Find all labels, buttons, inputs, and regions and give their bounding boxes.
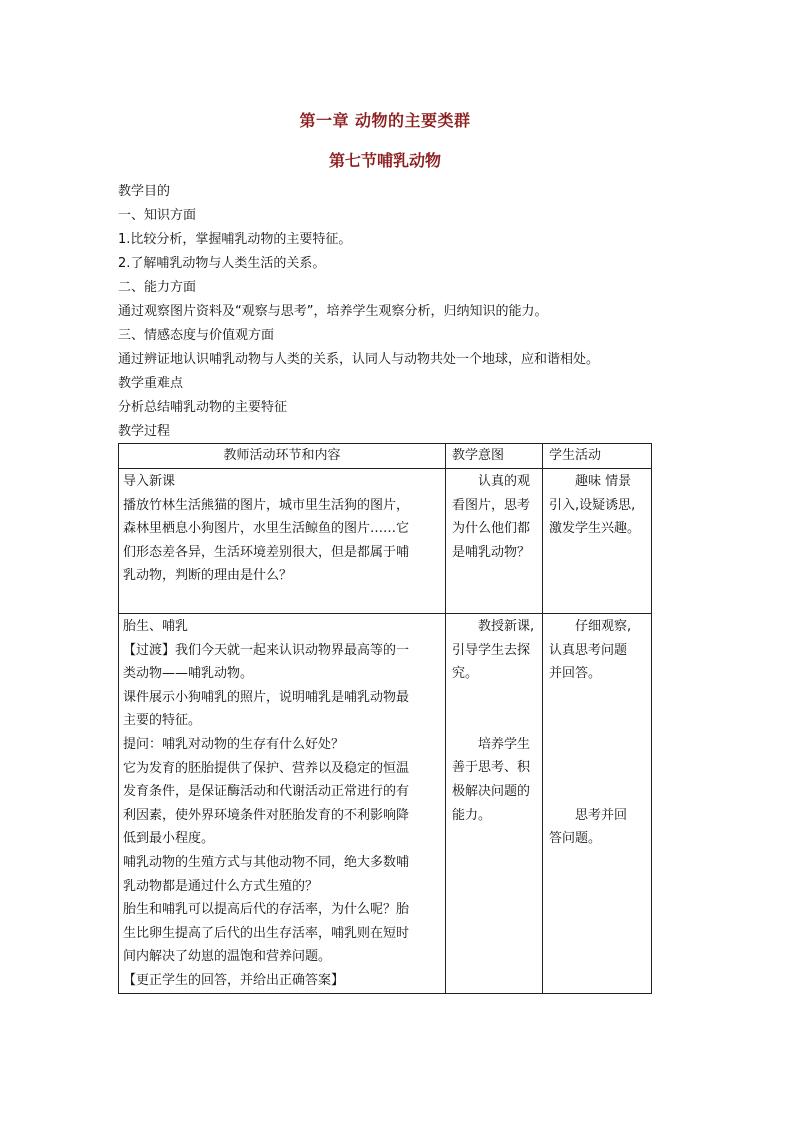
key-points-text: 分析总结哺乳动物的主要特征 bbox=[118, 400, 288, 415]
table-row bbox=[119, 614, 652, 994]
teacher-cell: 导入新课 播放竹林生活熊猫的图片，城市里生活狗的图片， 森林里栖息小狗图片，水里生活鲸鱼的图片……它 们形态差各异，生活环境差别很大，但是都属于哺 乳动物，判断的理由是什么？ bbox=[119, 469, 446, 614]
table-header-row bbox=[119, 444, 652, 469]
student-cell: 仔细观察, 认真思考问题 并回答。 思考并回 答问题。 bbox=[543, 614, 652, 994]
teaching-process-table bbox=[118, 443, 652, 994]
header-intent: 教学意图 bbox=[446, 444, 543, 469]
intent-cell: 教授新课, 引导学生去探 究。 培养学生 善于思考、积 极解决问题的 能力。 bbox=[446, 614, 543, 994]
heading-key-points: 教学重难点 bbox=[118, 376, 184, 391]
teacher-cell: 胎生、哺乳 【过渡】我们今天就一起来认识动物界最高等的一 类动物——哺乳动物。 课件展示小狗哺乳的照片，说明哺乳是哺乳动物最 主要的特征。 提问：哺乳对动物的生存有什么好处？ 它为发育的胚胎提供了保护、营养以及稳定的恒温 发育条件，是保证酶活动和代谢活动正常进行的有 利因素，使外界环境条件对胚胎发育的不利影响降 低到最小程度。 哺乳动物的生殖方式与其他动物不同，绝大多数哺 乳动物都是通过什么方式生殖的？ 胎生和哺乳可以提高后代的存活率，为什么呢？胎 生比卵生提高了后代的出生存活率，哺乳则在短时 间内解决了幼崽的温饱和营养问题。 【更正学生的回答，并给出正确答案】 bbox=[119, 614, 446, 994]
section-title: 第七节哺乳动物 bbox=[328, 151, 441, 170]
chapter-title: 第一章 动物的主要类群 bbox=[299, 111, 471, 130]
attitude-text: 通过辨证地认识哺乳动物与人类的关系，认同人与动物共处一个地球，应和谐相处。 bbox=[118, 352, 600, 367]
objective-2: 2.了解哺乳动物与人类生活的关系。 bbox=[118, 256, 326, 271]
heading-ability: 二、能力方面 bbox=[118, 280, 197, 295]
student-cell: 趣味 情景 引入,设疑诱思, 激发学生兴趣。 bbox=[543, 469, 652, 614]
objective-1: 1.比较分析，掌握哺乳动物的主要特征。 bbox=[118, 232, 352, 247]
objectives-block bbox=[118, 180, 658, 444]
header-student-activity: 学生活动 bbox=[543, 444, 652, 469]
heading-process: 教学过程 bbox=[118, 424, 171, 439]
heading-objectives: 教学目的 bbox=[118, 184, 171, 199]
heading-knowledge: 一、知识方面 bbox=[118, 208, 197, 223]
header-teacher-activity: 教师活动环节和内容 bbox=[119, 444, 446, 469]
heading-attitude: 三、情感态度与价值观方面 bbox=[118, 328, 275, 343]
table-row bbox=[119, 469, 652, 614]
intent-cell: 认真的观 看图片，思考 为什么他们都 是哺乳动物？ bbox=[446, 469, 543, 614]
ability-text: 通过观察图片资料及“观察与思考”，培养学生观察分析，归纳知识的能力。 bbox=[118, 304, 548, 319]
